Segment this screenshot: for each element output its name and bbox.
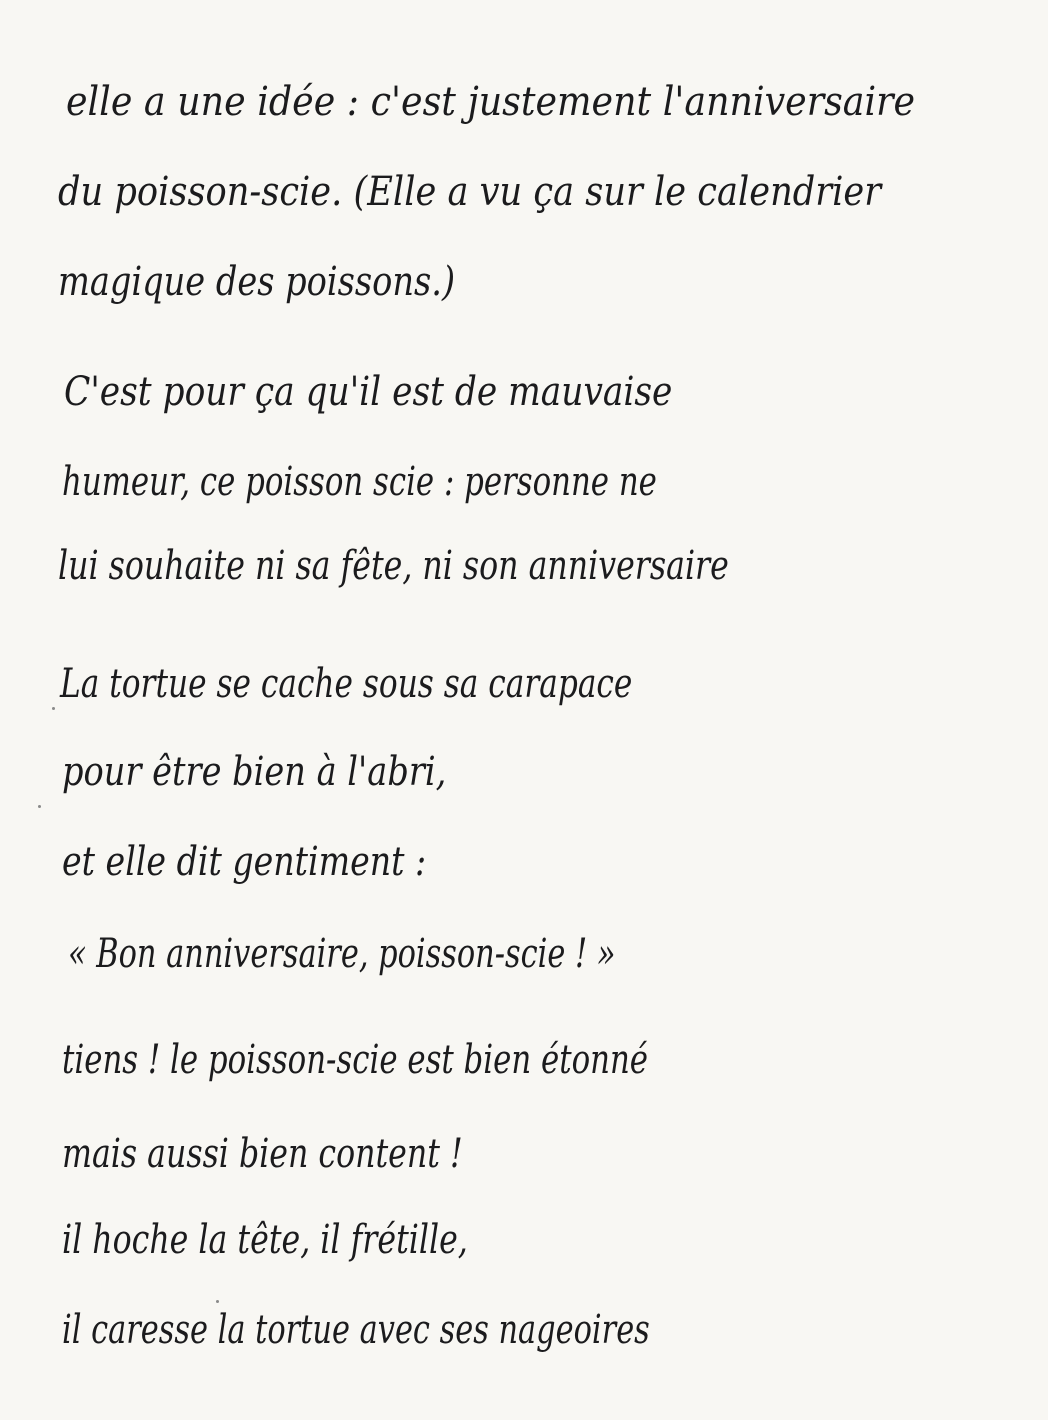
text-line-6: lui souhaite ni sa fête, ni son anniversaire (58, 543, 729, 589)
text-line-10: « Bon anniversaire, poisson-scie ! » (68, 931, 616, 977)
text-line-9: et elle dit gentiment : (62, 839, 427, 885)
text-line-12: mais aussi bien content ! (62, 1131, 463, 1177)
text-line-5: humeur, ce poisson scie : personne ne (62, 459, 657, 505)
text-line-13: il hoche la tête, il frétille, (62, 1217, 468, 1263)
text-line-11: tiens ! le poisson-scie est bien étonné (62, 1037, 649, 1083)
text-line-3: magique des poissons.) (58, 259, 456, 305)
paper-speck (38, 805, 41, 808)
text-line-2: du poisson-scie. (Elle a vu ça sur le calendrier (58, 169, 882, 215)
text-line-4: C'est pour ça qu'il est de mauvaise (64, 369, 673, 415)
paper-speck (216, 1300, 219, 1303)
text-line-8: pour être bien à l'abri, (62, 749, 447, 795)
text-line-1: elle a une idée : c'est justement l'anniversaire (66, 79, 916, 125)
text-line-7: La tortue se cache sous sa carapace (60, 661, 633, 707)
text-line-14: il caresse la tortue avec ses nageoires (62, 1307, 650, 1353)
paper-speck (52, 707, 55, 710)
